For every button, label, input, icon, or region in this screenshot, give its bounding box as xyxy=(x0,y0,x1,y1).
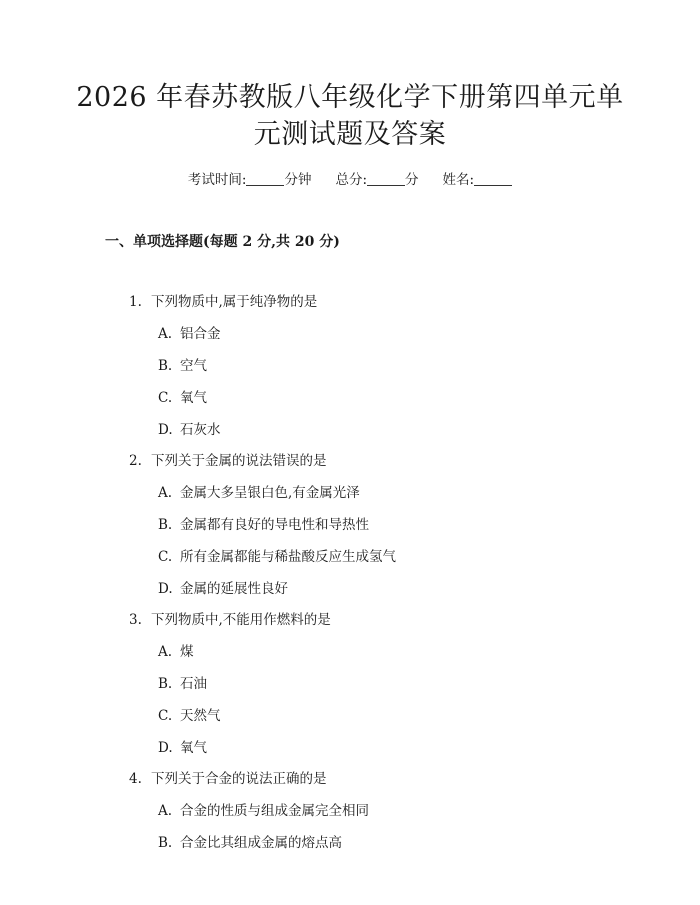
question-text: 下列物质中,不能用作燃料的是 xyxy=(151,612,331,628)
student-name-label: 姓名: xyxy=(442,172,475,188)
option-text: 所有金属都能与稀盐酸反应生成氢气 xyxy=(180,549,396,565)
option-text: 金属都有良好的导电性和导热性 xyxy=(180,517,369,533)
question-text: 下列关于合金的说法正确的是 xyxy=(151,771,327,787)
option-letter: A. xyxy=(158,644,173,660)
question-text: 下列物质中,属于纯净物的是 xyxy=(151,294,318,310)
option-letter: B. xyxy=(158,358,173,374)
option-letter: C. xyxy=(158,549,173,565)
option-letter: C. xyxy=(158,390,173,406)
option-text: 合金的性质与组成金属完全相同 xyxy=(180,803,369,819)
exam-time-field xyxy=(188,168,312,188)
exam-info-row xyxy=(0,168,700,188)
option-text: 氧气 xyxy=(180,390,207,406)
option-2a xyxy=(158,481,360,501)
exam-time-label: 考试时间: xyxy=(187,172,247,188)
option-4a xyxy=(158,799,369,819)
question-3 xyxy=(129,608,331,628)
option-1d xyxy=(158,418,221,438)
question-number: 4. xyxy=(129,771,142,787)
exam-time-unit: 分钟 xyxy=(284,172,312,188)
question-text: 下列关于金属的说法错误的是 xyxy=(151,453,327,469)
option-text: 金属的延展性良好 xyxy=(180,581,288,597)
option-1c xyxy=(158,386,207,406)
total-score-field xyxy=(335,168,418,188)
option-2c xyxy=(158,545,396,565)
question-1 xyxy=(129,290,317,310)
page-title-line-2: 元测试题及答案 xyxy=(253,119,447,150)
question-number: 1. xyxy=(129,294,142,310)
option-text: 煤 xyxy=(180,644,194,660)
option-letter: B. xyxy=(158,676,173,692)
page-title-line-1: 2026 年春苏教版八年级化学下册第四单元单 xyxy=(76,82,624,113)
option-letter: C. xyxy=(158,708,173,724)
option-text: 金属大多呈银白色,有金属光泽 xyxy=(180,485,360,501)
student-name-blank xyxy=(474,171,512,186)
option-1b xyxy=(158,354,207,374)
option-2b xyxy=(158,513,369,533)
option-2d xyxy=(158,577,288,597)
option-letter: D. xyxy=(158,581,173,597)
option-3b xyxy=(158,672,207,692)
question-2 xyxy=(129,449,327,469)
option-letter: A. xyxy=(158,326,173,342)
option-3c xyxy=(158,704,221,724)
total-score-label: 总分: xyxy=(335,172,368,188)
option-letter: A. xyxy=(158,803,173,819)
total-score-unit: 分 xyxy=(405,172,419,188)
option-letter: B. xyxy=(158,517,173,533)
option-letter: A. xyxy=(158,485,173,501)
option-1a xyxy=(158,322,221,342)
option-3a xyxy=(158,640,194,660)
question-number: 3. xyxy=(129,612,142,628)
option-text: 空气 xyxy=(180,358,207,374)
student-name-field xyxy=(443,168,513,188)
option-text: 氧气 xyxy=(180,740,207,756)
option-4b xyxy=(158,831,342,851)
option-letter: D. xyxy=(158,740,173,756)
option-text: 天然气 xyxy=(180,708,221,724)
question-number: 2. xyxy=(129,453,142,469)
option-3d xyxy=(158,736,207,756)
exam-time-blank xyxy=(246,171,284,186)
option-text: 合金比其组成金属的熔点高 xyxy=(180,835,342,851)
option-text: 石灰水 xyxy=(180,422,221,438)
option-letter: B. xyxy=(158,835,173,851)
section-title: 一、单项选择题(每题 2 分,共 20 分) xyxy=(105,234,340,250)
option-letter: D. xyxy=(158,422,173,438)
total-score-blank xyxy=(367,171,405,186)
option-text: 石油 xyxy=(180,676,207,692)
option-text: 铝合金 xyxy=(180,326,221,342)
question-4 xyxy=(129,767,327,787)
